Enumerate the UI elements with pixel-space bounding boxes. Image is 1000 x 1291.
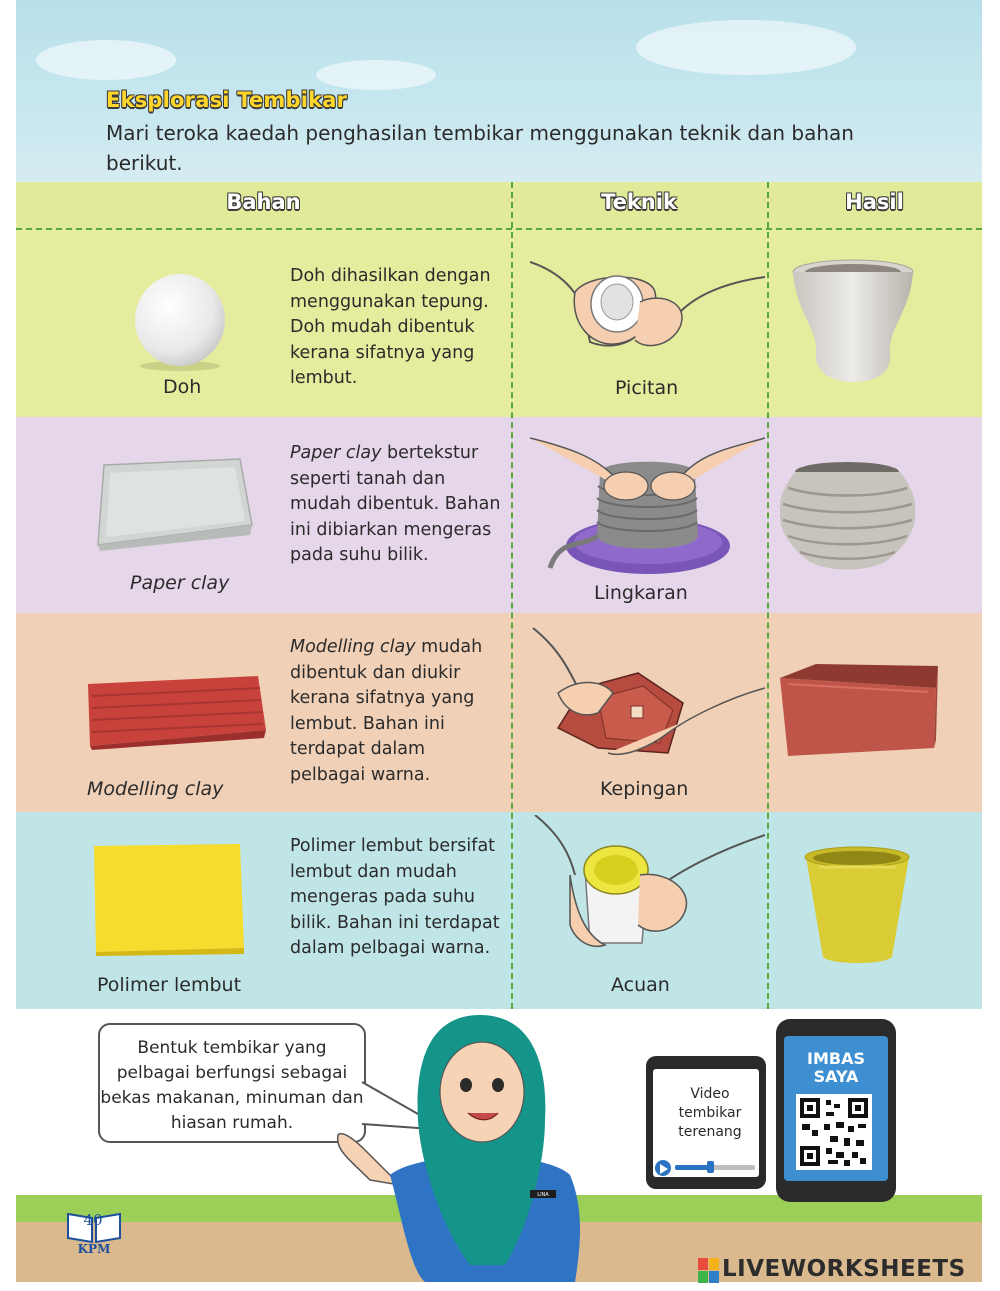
- material-name-emphasis: Paper clay: [290, 443, 382, 463]
- play-icon[interactable]: [655, 1161, 671, 1177]
- coil-technique-image: [530, 418, 765, 578]
- teacher-illustration: [330, 1010, 620, 1282]
- intro-text: Mari teroka kaedah penghasilan tembikar menggunakan teknik dan bahan berikut.: [106, 121, 854, 175]
- column-divider: [767, 182, 769, 1009]
- material-description-text: mudah dibentuk dan diukir kerana sifatnya yang lembut. Bahan ini terdapat dalam pelbagai warna.: [290, 637, 483, 785]
- column-divider: [511, 182, 513, 1009]
- section-title: Eksplorasi Tembikar: [106, 88, 348, 112]
- technique-label: Kepingan: [600, 778, 689, 800]
- page-number: 40: [83, 1211, 103, 1229]
- liveworksheets-logo-icon: [698, 1258, 720, 1284]
- column-header-result: Hasil: [845, 190, 904, 214]
- technique-label: Picitan: [615, 377, 679, 399]
- column-header-material: Bahan: [226, 190, 301, 214]
- material-name-emphasis: Modelling clay: [290, 637, 416, 657]
- dough-ball-image: [128, 268, 232, 372]
- publisher-logo-text: KPM: [77, 1242, 111, 1256]
- pinch-technique-image: [530, 232, 765, 377]
- paper-clay-block-image: [90, 455, 258, 553]
- slab-box-result-image: [776, 660, 941, 760]
- watermark: LIVEWORKSHEETS: [722, 1256, 966, 1282]
- material-label: Modelling clay: [87, 778, 224, 800]
- slab-technique-image: [528, 618, 765, 778]
- coil-pot-result-image: [780, 460, 915, 572]
- material-label: Polimer lembut: [97, 974, 242, 996]
- mould-technique-image: [530, 815, 765, 965]
- material-description-text: bertekstur seperti tanah dan mudah dibentuk. Bahan ini dibiarkan mengeras pada suhu bilik.: [290, 443, 501, 565]
- modelling-clay-block-image: [82, 672, 270, 752]
- table-header: [16, 182, 982, 230]
- column-header-technique: Teknik: [601, 190, 677, 214]
- scan-caption: IMBAS SAYA: [807, 1049, 865, 1086]
- pinch-pot-result-image: [788, 258, 918, 390]
- name-tag: LINA: [537, 1192, 549, 1198]
- material-description: [290, 441, 505, 569]
- polymer-clay-slab-image: [90, 840, 248, 956]
- material-label: Paper clay: [130, 572, 230, 594]
- material-label: Doh: [163, 376, 202, 398]
- speech-bubble-text: Bentuk tembikar yang pelbagai berfungsi sebagai bekas makanan, minuman dan hiasan rumah.: [100, 1038, 364, 1133]
- material-description: [290, 635, 505, 788]
- mould-pot-result-image: [800, 845, 915, 970]
- qr-code-icon[interactable]: [796, 1094, 872, 1170]
- technique-label: Lingkaran: [594, 582, 688, 604]
- technique-label: Acuan: [611, 974, 670, 996]
- material-description: Polimer lembut bersifat lembut dan mudah mengeras pada suhu bilik. Bahan ini terdapat dalam pelbagai warna.: [290, 836, 500, 958]
- video-caption: Video tembikar terenang: [678, 1086, 742, 1140]
- material-description: Doh dihasilkan dengan menggunakan tepung. Doh mudah dibentuk kerana sifatnya yang lembut.: [290, 266, 491, 388]
